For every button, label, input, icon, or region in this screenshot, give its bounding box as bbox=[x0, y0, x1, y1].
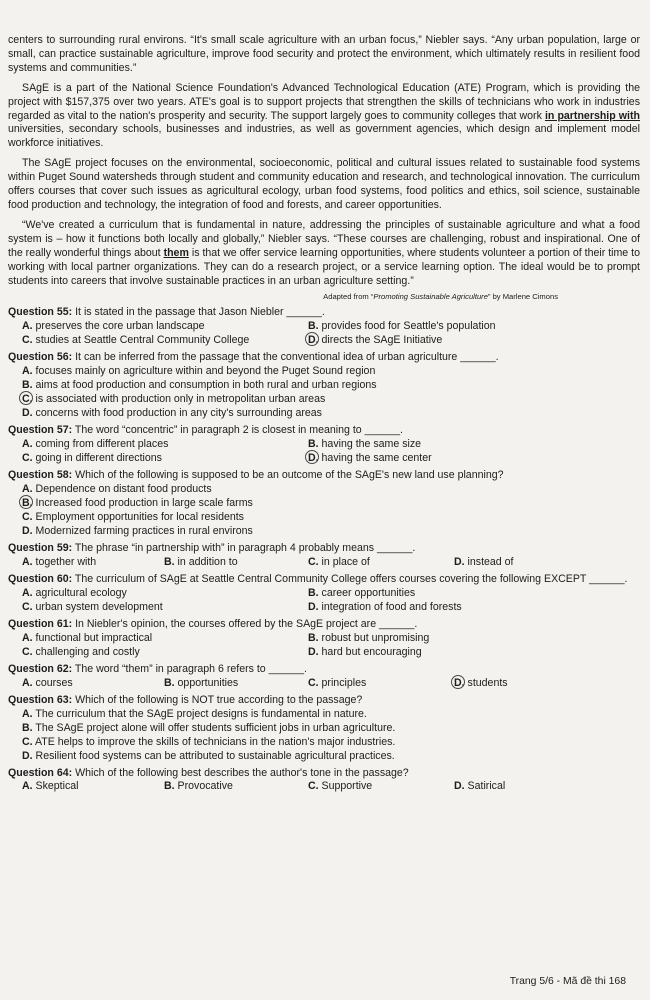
question-number: Question 62: bbox=[8, 662, 73, 675]
answer-option-b[interactable] bbox=[308, 587, 415, 601]
option-row bbox=[8, 556, 640, 570]
question-64 bbox=[8, 767, 640, 795]
answer-option-b[interactable] bbox=[22, 497, 253, 511]
option-letter: D. bbox=[308, 645, 319, 658]
option-text: opportunities bbox=[174, 676, 239, 689]
exam-page bbox=[8, 34, 640, 797]
option-letter: D. bbox=[308, 600, 319, 613]
option-text: preserves the core urban landscape bbox=[32, 320, 205, 333]
option-text: robust but unpromising bbox=[318, 631, 430, 644]
option-row bbox=[8, 722, 640, 736]
option-text: directs the SAgE Initiative bbox=[318, 334, 443, 347]
question-stem bbox=[8, 306, 640, 320]
answer-option-a[interactable] bbox=[22, 556, 96, 570]
question-stem bbox=[8, 469, 640, 483]
question-number: Question 57: bbox=[8, 424, 73, 437]
question-stem bbox=[8, 424, 640, 438]
option-letter: B. bbox=[308, 320, 319, 333]
option-text: is associated with production only in metropolitan urban areas bbox=[32, 393, 326, 406]
question-number: Question 63: bbox=[8, 693, 73, 706]
option-text: aims at food production and consumption in both rural and urban regions bbox=[32, 379, 377, 392]
question-number: Question 61: bbox=[8, 617, 73, 630]
paragraph-text: is that we offer service learning opportunities, where students volunteer a portion of their time to working with local partner organizations. They can do a research project, or a service learning option. The ideal would be to prompt students into careers that involve sustainable practices in an urban agriculture setting.” bbox=[8, 246, 640, 287]
question-60 bbox=[8, 573, 640, 615]
answer-option-b[interactable] bbox=[164, 556, 238, 570]
question-list bbox=[8, 306, 640, 794]
option-letter: D. bbox=[308, 452, 319, 465]
option-row bbox=[8, 497, 640, 511]
option-letter: B. bbox=[22, 379, 33, 392]
option-text: Increased food production in large scale farms bbox=[32, 497, 253, 510]
option-row bbox=[8, 334, 640, 348]
question-stem bbox=[8, 663, 640, 677]
answer-option-d[interactable] bbox=[22, 525, 253, 539]
underlined-word: them bbox=[163, 246, 189, 259]
answer-option-d[interactable] bbox=[22, 750, 395, 764]
passage-paragraph-4 bbox=[8, 219, 640, 289]
question-text: Which of the following is NOT true according to the passage? bbox=[72, 693, 363, 706]
answer-option-c[interactable] bbox=[308, 677, 366, 691]
option-letter: D. bbox=[454, 780, 465, 793]
option-letter: A. bbox=[22, 780, 33, 793]
option-row bbox=[8, 736, 640, 750]
option-text: concerns with food production in any city's surrounding areas bbox=[32, 407, 322, 420]
option-letter: A. bbox=[22, 586, 33, 599]
question-62 bbox=[8, 663, 640, 691]
answer-option-a[interactable] bbox=[22, 677, 73, 691]
passage-paragraph-1: centers to surrounding rural environs. “It's small scale agriculture with an urban focus,” Niebler says. “Any urban population, large or small, can practice sustainable agriculture, improve food security and protect the environment, which ultimately results in resilient food systems and communities.” bbox=[8, 34, 640, 74]
question-text: It is stated in the passage that Jason Niebler ______. bbox=[72, 306, 325, 319]
answer-option-d[interactable] bbox=[454, 677, 508, 691]
option-text: coming from different places bbox=[32, 438, 169, 451]
answer-option-a[interactable] bbox=[22, 708, 367, 722]
option-row bbox=[8, 393, 640, 407]
option-text: in place of bbox=[318, 555, 370, 568]
question-59 bbox=[8, 542, 640, 570]
question-61 bbox=[8, 618, 640, 660]
option-letter: B. bbox=[308, 586, 319, 599]
option-text: in addition to bbox=[174, 555, 238, 568]
option-letter: C. bbox=[22, 393, 33, 406]
option-letter: D. bbox=[308, 334, 319, 347]
option-text: principles bbox=[318, 676, 367, 689]
option-text: functional but impractical bbox=[32, 631, 153, 644]
question-stem bbox=[8, 618, 640, 632]
option-row bbox=[8, 750, 640, 764]
question-57 bbox=[8, 424, 640, 466]
option-letter: D. bbox=[454, 555, 465, 568]
answer-option-a[interactable] bbox=[22, 365, 375, 379]
option-row bbox=[8, 632, 640, 646]
question-stem bbox=[8, 573, 640, 587]
option-letter: D. bbox=[22, 525, 33, 538]
option-text: Provocative bbox=[174, 780, 233, 793]
option-letter: A. bbox=[22, 676, 33, 689]
answer-option-d[interactable] bbox=[454, 556, 513, 570]
option-text: agricultural ecology bbox=[32, 586, 127, 599]
question-number: Question 60: bbox=[8, 572, 73, 585]
option-letter: B. bbox=[308, 438, 319, 451]
option-letter: A. bbox=[22, 320, 33, 333]
answer-option-d[interactable] bbox=[308, 646, 422, 660]
question-56 bbox=[8, 351, 640, 421]
passage-paragraph-3: The SAgE project focuses on the environmental, socioeconomic, political and cultural issues related to sustainable food systems within Puget Sound watersheds through student and community education and research, and technological innovation. The curriculum offers courses that cover such issues as agricultural ecology, urban food systems, food politics and ethics, soil science, sustainable food production and technology, the integration of food and forests, and career opportunities. bbox=[8, 157, 640, 211]
answer-option-d[interactable] bbox=[22, 407, 322, 421]
option-row bbox=[8, 646, 640, 660]
option-text: urban system development bbox=[32, 600, 163, 613]
option-text: studies at Seattle Central Community College bbox=[32, 334, 250, 347]
answer-option-b[interactable] bbox=[22, 379, 377, 393]
option-row bbox=[8, 601, 640, 615]
option-text: courses bbox=[32, 676, 73, 689]
option-row bbox=[8, 708, 640, 722]
option-letter: C. bbox=[308, 555, 319, 568]
option-row bbox=[8, 587, 640, 601]
answer-option-d[interactable] bbox=[308, 601, 462, 615]
answer-option-a[interactable] bbox=[22, 632, 152, 646]
option-text: Resilient food systems can be attributed to sustainable agricultural practices. bbox=[32, 749, 395, 762]
answer-option-b[interactable] bbox=[308, 438, 421, 452]
option-text: Skeptical bbox=[32, 780, 79, 793]
question-number: Question 55: bbox=[8, 306, 73, 319]
answer-option-d[interactable] bbox=[454, 780, 505, 794]
option-letter: C. bbox=[308, 676, 319, 689]
answer-option-b[interactable] bbox=[22, 722, 395, 736]
option-letter: C. bbox=[308, 780, 319, 793]
question-55 bbox=[8, 306, 640, 348]
option-text: having the same center bbox=[318, 452, 432, 465]
option-text: going in different directions bbox=[32, 452, 162, 465]
option-text: ATE helps to improve the skills of technicians in the nation's major industries. bbox=[32, 735, 396, 748]
option-letter: C. bbox=[22, 645, 33, 658]
option-letter: A. bbox=[22, 707, 33, 720]
option-row bbox=[8, 525, 640, 539]
source-title: Promoting Sustainable Agriculture bbox=[373, 292, 488, 302]
question-stem bbox=[8, 351, 640, 365]
question-text: Which of the following best describes the author's tone in the passage? bbox=[72, 766, 409, 779]
option-letter: B. bbox=[164, 555, 175, 568]
page-footer: Trang 5/6 - Mã đề thi 168 bbox=[509, 976, 626, 987]
option-row bbox=[8, 780, 640, 794]
question-text: The curriculum of SAgE at Seattle Central Community College offers courses covering the following EXCEPT ______. bbox=[72, 572, 628, 585]
option-letter: A. bbox=[22, 438, 33, 451]
option-text: The SAgE project alone will offer students sufficient jobs in urban agriculture. bbox=[32, 721, 396, 734]
option-letter: C. bbox=[22, 735, 33, 748]
question-text: Which of the following is supposed to be an outcome of the SAgE's new land use planning? bbox=[72, 469, 504, 482]
paragraph-text: “We've created a curriculum that is fundamental in nature, addressing the principles of sustainable agriculture and what a food system is – how it functions both locally and globally,” Niebler says. “These courses are challenging, robust and inspirational. One of the really wonderful things about bbox=[8, 218, 640, 259]
answer-option-c[interactable] bbox=[22, 601, 163, 615]
answer-option-a[interactable] bbox=[22, 780, 79, 794]
answer-option-a[interactable] bbox=[22, 483, 212, 497]
question-number: Question 56: bbox=[8, 351, 73, 364]
option-letter: A. bbox=[22, 555, 33, 568]
question-text: It can be inferred from the passage that the conventional idea of urban agriculture ______. bbox=[72, 351, 499, 364]
question-number: Question 58: bbox=[8, 469, 73, 482]
answer-option-b[interactable] bbox=[164, 677, 238, 691]
answer-option-b[interactable] bbox=[164, 780, 233, 794]
answer-option-a[interactable] bbox=[22, 320, 205, 334]
question-stem bbox=[8, 542, 640, 556]
underlined-phrase: in partnership with bbox=[544, 109, 640, 122]
question-text: The word “concentric” in paragraph 2 is closest in meaning to ______. bbox=[72, 424, 403, 437]
answer-option-c[interactable] bbox=[308, 556, 370, 570]
option-text: Modernized farming practices in rural environs bbox=[32, 525, 253, 538]
option-letter: B. bbox=[164, 676, 175, 689]
answer-option-a[interactable] bbox=[22, 438, 168, 452]
answer-option-d[interactable] bbox=[308, 452, 432, 466]
option-letter: C. bbox=[22, 334, 33, 347]
option-letter: D. bbox=[22, 749, 33, 762]
answer-option-b[interactable] bbox=[308, 320, 496, 334]
option-text: Employment opportunities for local residents bbox=[32, 511, 244, 524]
option-row bbox=[8, 365, 640, 379]
answer-option-d[interactable] bbox=[308, 334, 442, 348]
option-row bbox=[8, 320, 640, 334]
option-row bbox=[8, 677, 640, 691]
answer-option-c[interactable] bbox=[22, 452, 162, 466]
option-letter: B. bbox=[164, 780, 175, 793]
option-text: provides food for Seattle's population bbox=[318, 320, 496, 333]
option-text: hard but encouraging bbox=[318, 645, 422, 658]
option-text: together with bbox=[32, 555, 97, 568]
option-row bbox=[8, 483, 640, 497]
option-row bbox=[8, 452, 640, 466]
paragraph-text: universities, secondary schools, businesses and industries, as well as government agencies, which design and implement model workforce initiatives. bbox=[8, 123, 640, 150]
option-letter: A. bbox=[22, 631, 33, 644]
option-letter: C. bbox=[22, 600, 33, 613]
circled-answer-mark bbox=[451, 675, 465, 689]
option-text: having the same size bbox=[318, 438, 422, 451]
option-text: Satirical bbox=[464, 780, 506, 793]
option-letter: C. bbox=[22, 511, 33, 524]
option-letter: B. bbox=[22, 721, 33, 734]
answer-option-a[interactable] bbox=[22, 587, 127, 601]
option-text: Supportive bbox=[318, 780, 373, 793]
answer-option-c[interactable] bbox=[22, 646, 140, 660]
question-63 bbox=[8, 694, 640, 764]
option-text: students bbox=[464, 676, 508, 689]
answer-option-c[interactable] bbox=[22, 736, 395, 750]
question-number: Question 59: bbox=[8, 542, 73, 555]
paragraph-text: SAgE is a part of the National Science Foundation's Advanced Technological Education (ATE) Program, which is providing the project with $157,375 over two years. ATE's goal is to support projects that strengthen the skills of technicians who work in industries regarded as vital to the nation's prosperity and security. The support largely goes to community colleges that work bbox=[8, 81, 640, 122]
question-number: Question 64: bbox=[8, 766, 73, 779]
question-text: The phrase “in partnership with” in paragraph 4 probably means ______. bbox=[72, 542, 416, 555]
option-row bbox=[8, 379, 640, 393]
question-text: In Niebler's opinion, the courses offered by the SAgE project are ______. bbox=[72, 617, 418, 630]
answer-option-b[interactable] bbox=[308, 632, 429, 646]
option-letter: D. bbox=[454, 676, 465, 689]
option-text: focuses mainly on agriculture within and beyond the Puget Sound region bbox=[32, 365, 376, 378]
option-letter: C. bbox=[22, 452, 33, 465]
answer-option-c[interactable] bbox=[22, 393, 325, 407]
option-letter: B. bbox=[308, 631, 319, 644]
question-58 bbox=[8, 469, 640, 539]
answer-option-c[interactable] bbox=[22, 334, 249, 348]
option-text: challenging and costly bbox=[32, 645, 140, 658]
question-stem bbox=[8, 767, 640, 781]
circled-answer-mark bbox=[19, 495, 33, 509]
option-row bbox=[8, 511, 640, 525]
option-letter: A. bbox=[22, 483, 33, 496]
answer-option-c[interactable] bbox=[308, 780, 372, 794]
question-text: The word “them” in paragraph 6 refers to ______. bbox=[72, 662, 307, 675]
option-text: instead of bbox=[464, 555, 514, 568]
answer-option-c[interactable] bbox=[22, 511, 244, 525]
option-text: integration of food and forests bbox=[318, 600, 462, 613]
option-letter: A. bbox=[22, 365, 33, 378]
option-row bbox=[8, 407, 640, 421]
source-credit: Adapted from “Promoting Sustainable Agriculture” by Marlene Cimons bbox=[323, 292, 558, 302]
option-text: career opportunities bbox=[318, 586, 416, 599]
option-text: Dependence on distant food products bbox=[32, 483, 212, 496]
question-stem bbox=[8, 694, 640, 708]
passage-paragraph-2 bbox=[8, 82, 640, 152]
option-letter: D. bbox=[22, 407, 33, 420]
option-text: The curriculum that the SAgE project designs is fundamental in nature. bbox=[32, 707, 367, 720]
option-letter: B. bbox=[22, 497, 33, 510]
option-row bbox=[8, 438, 640, 452]
